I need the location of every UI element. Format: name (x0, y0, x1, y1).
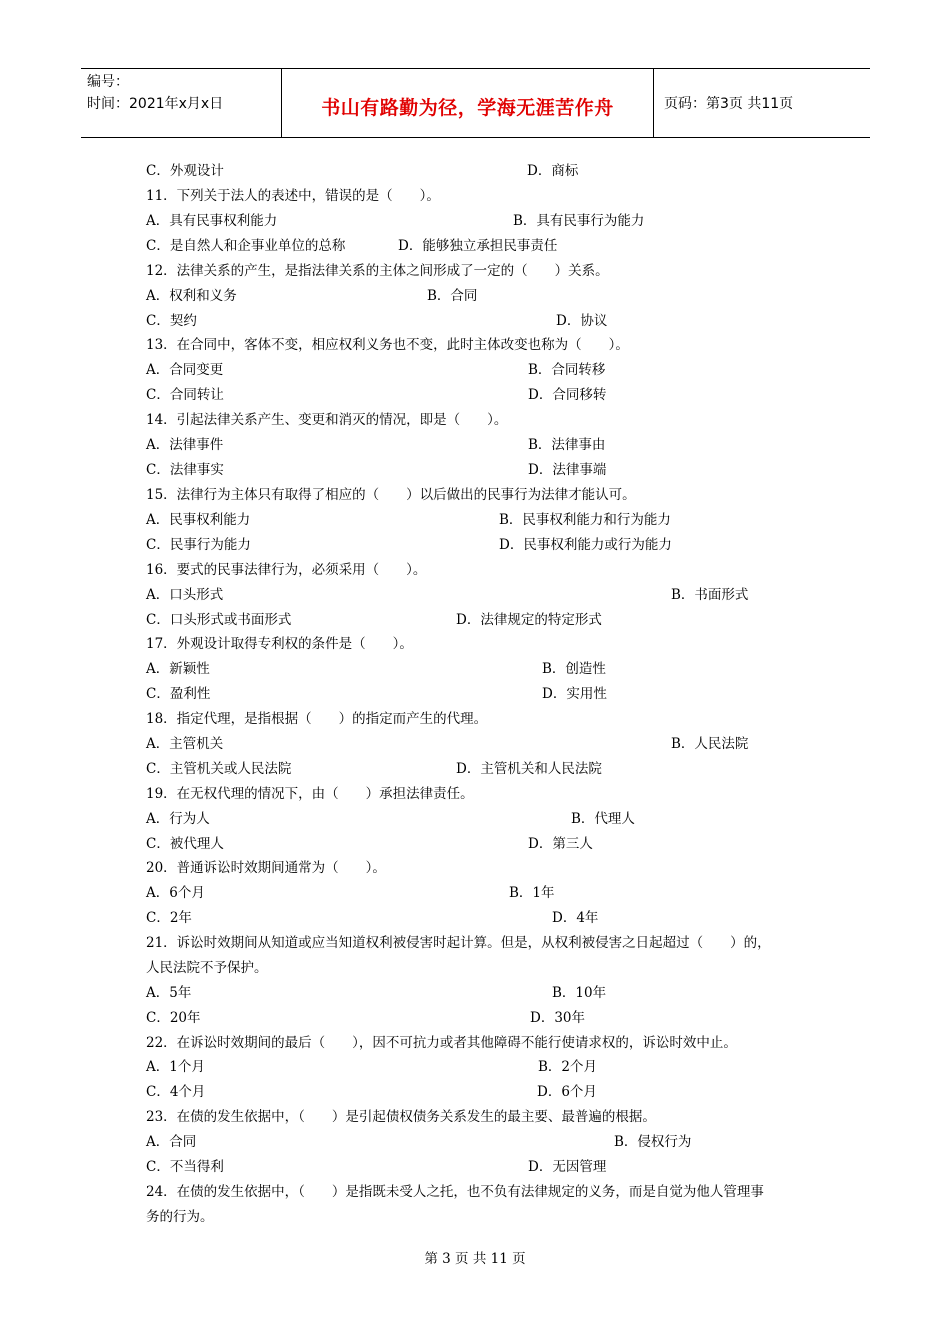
option-line: A．合同 (146, 1134, 197, 1150)
question-line: 24．在债的发生依据中，（ ）是指既未受人之托，也不负有法律规定的义务，而是自觉为他人管理事 (146, 1184, 764, 1200)
page-label: 页码：第3页 共11页 (664, 96, 794, 112)
option-line: D．协议 (556, 313, 608, 329)
option-line: C．外观设计 (146, 163, 224, 179)
question-line: 16．要式的民事法律行为，必须采用（ ）。 (146, 562, 427, 578)
option-line: A．新颖性 (146, 661, 210, 677)
date-label: 时间：2021年x月x日 (87, 96, 224, 112)
option-line: A．1个月 (146, 1059, 205, 1075)
page-footer: 第 3 页 共 11 页 (424, 1251, 526, 1267)
option-line: D．法律事端 (528, 462, 607, 478)
option-line: D．无因管理 (528, 1159, 607, 1175)
page-header (81, 68, 870, 138)
option-line: D．法律规定的特定形式 (456, 612, 602, 628)
header-right (654, 69, 870, 137)
option-line: B．代理人 (571, 811, 635, 827)
option-line: C．口头形式或书面形式 (146, 612, 292, 628)
question-line: 19．在无权代理的情况下，由（ ）承担法律责任。 (146, 786, 474, 802)
question-line: 11．下列关于法人的表述中，错误的是（ ）。 (146, 188, 440, 204)
option-line: D．第三人 (528, 836, 593, 852)
question-line: 务的行为。 (146, 1209, 214, 1225)
option-line: A．法律事件 (146, 437, 224, 453)
question-line: 18．指定代理，是指根据（ ）的指定而产生的代理。 (146, 711, 488, 727)
option-line: A．行为人 (146, 811, 210, 827)
option-line: A．5年 (146, 985, 192, 1001)
number-label: 编号： (87, 74, 129, 90)
question-line: 13．在合同中，客体不变，相应权利义务也不变，此时主体改变也称为（ ）。 (146, 337, 629, 353)
option-line: C．法律事实 (146, 462, 224, 478)
option-line: D．商标 (527, 163, 579, 179)
option-line: D．实用性 (542, 686, 607, 702)
question-line: 21．诉讼时效期间从知道或应当知道权利被侵害时起计算。但是，从权利被侵害之日起超过（ ）的， (146, 935, 771, 951)
option-line: C．20年 (146, 1010, 201, 1026)
option-line: A．主管机关 (146, 736, 224, 752)
question-line: 20．普通诉讼时效期间通常为（ ）。 (146, 860, 386, 876)
option-line: D．4年 (552, 910, 599, 926)
option-line: D．6个月 (537, 1084, 597, 1100)
question-line: 17．外观设计取得专利权的条件是（ ）。 (146, 636, 413, 652)
question-line: 23．在债的发生依据中，（ ）是引起债权债务关系发生的最主要、最普遍的根据。 (146, 1109, 656, 1125)
question-line: 22．在诉讼时效期间的最后（ ），因不可抗力或者其他障碍不能行使请求权的，诉讼时效中止。 (146, 1035, 737, 1051)
option-line: A．民事权利能力 (146, 512, 251, 528)
option-line: C．合同转让 (146, 387, 224, 403)
header-left (81, 69, 281, 137)
option-line: B．10年 (552, 985, 607, 1001)
option-line: B．侵权行为 (614, 1134, 692, 1150)
option-line: C．主管机关或人民法院 (146, 761, 292, 777)
option-line: A．6个月 (146, 885, 205, 901)
motto: 书山有路勤为径，学海无涯苦作舟 (321, 96, 614, 119)
option-line: C．2年 (146, 910, 192, 926)
option-line: C．被代理人 (146, 836, 224, 852)
option-line: C．盈利性 (146, 686, 211, 702)
option-line: B．人民法院 (671, 736, 749, 752)
option-line: D．30年 (530, 1010, 586, 1026)
option-line: C．4个月 (146, 1084, 206, 1100)
question-line: 15．法律行为主体只有取得了相应的（ ）以后做出的民事行为法律才能认可。 (146, 487, 636, 503)
question-line: 人民法院不予保护。 (146, 960, 268, 976)
option-line: A．具有民事权利能力 (146, 213, 278, 229)
option-line: C．契约 (146, 313, 197, 329)
option-line: B．具有民事行为能力 (513, 213, 645, 229)
option-line: D．合同移转 (528, 387, 607, 403)
header-motto-cell (281, 69, 654, 137)
option-line: C．民事行为能力 (146, 537, 251, 553)
option-line: D．主管机关和人民法院 (456, 761, 602, 777)
option-line: B．法律事由 (528, 437, 606, 453)
question-line: 12．法律关系的产生，是指法律关系的主体之间形成了一定的（ ）关系。 (146, 263, 609, 279)
option-line: A．权利和义务 (146, 288, 237, 304)
option-line: C．不当得利 (146, 1159, 224, 1175)
option-line: B．民事权利能力和行为能力 (499, 512, 671, 528)
option-line: B．2个月 (538, 1059, 598, 1075)
question-line: 14．引起法律关系产生、变更和消灭的情况，即是（ ）。 (146, 412, 508, 428)
option-line: B．合同转移 (528, 362, 606, 378)
option-line: A．口头形式 (146, 587, 224, 603)
option-line: A．合同变更 (146, 362, 224, 378)
option-line: D．民事权利能力或行为能力 (499, 537, 672, 553)
option-line: C．是自然人和企事业单位的总称 (146, 238, 346, 254)
option-line: B．合同 (427, 288, 478, 304)
option-line: B．创造性 (542, 661, 606, 677)
option-line: B．书面形式 (671, 587, 749, 603)
option-line: D．能够独立承担民事责任 (398, 238, 558, 254)
option-line: B．1年 (509, 885, 555, 901)
